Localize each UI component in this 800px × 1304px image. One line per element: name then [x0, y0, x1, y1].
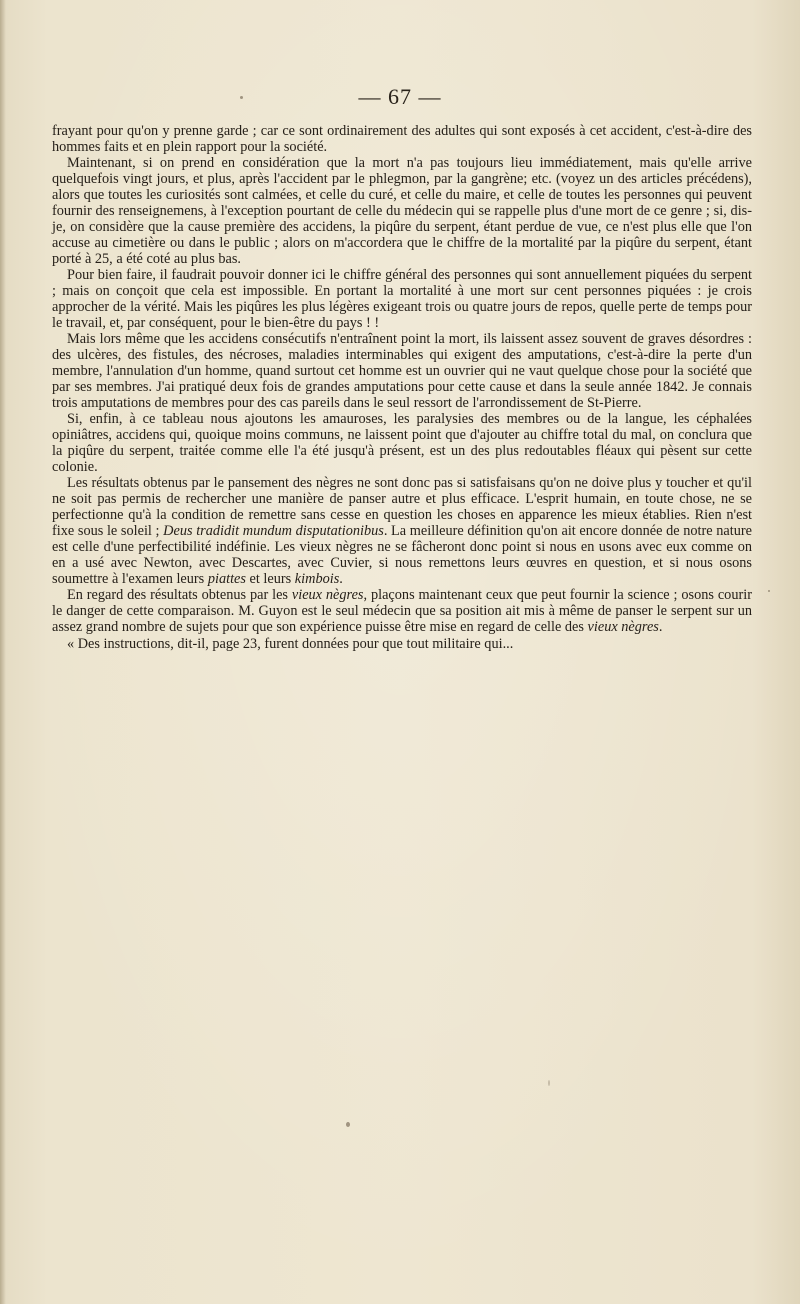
italic-term: kimbois: [294, 570, 340, 587]
paragraph-results-negres: [52, 476, 752, 587]
body-text: [52, 124, 752, 652]
paper-speck: [768, 590, 770, 592]
paragraph-science-comparison: [52, 588, 752, 636]
paragraph-consecutive-accidents: Mais lors même que les accidens consécutifs n'entraînent point la mort, ils laissent assez souvent de graves désordres : des ulcères, des fistules, des nécroses, maladies interminables qui exigent des amputations, c'est-à-dire la perte d'un membre, l'annulation d'un homme, quand surtout cet homme est un ouvrier qui ne vaut quelque chose pour la société que par ses membres. J'ai pratiqué deux fois de grandes amputations pour cette cause et dans la seule année 1842. Je connais trois amputations de membres pour des cas pareils dans le seul ressort de l'arrondissement de St-Pierre.: [52, 331, 752, 411]
paper-speck: [548, 1080, 550, 1086]
paragraph-text: , plaçons maintenant ceux que peut fournir la science ; osons courir le danger de cette comparaison. M. Guyon est le seul médecin que sa position ait mis à même de panser le serpent sur un assez grand nombre de sujets pour que son expérience puisse être mise en regard de celle des: [52, 587, 752, 636]
paragraph-quote-instructions: « Des instructions, dit-il, page 23, furent données pour que tout militaire qui...: [67, 635, 514, 652]
paragraph-text: .: [339, 570, 343, 587]
paper-speck: [240, 96, 243, 99]
paragraph-mortality-delay: Maintenant, si on prend en considération que la mort n'a pas toujours lieu immédiatement, mais qu'elle arrive quelquefois vingt jours, et plus, après l'accident par le phlegmon, par la gangrène; etc. (voyez un des articles précédens), alors que toutes les curiosités sont calmées, et celle du curé, et celle du maire, et celle de toutes les personnes qui peuvent fournir des renseignemens, à l'exception pourtant de celle du médecin qui se rappelle plus d'une mort de ce genre ; si, dis-je, on considère que la cause première des accidens, la piqûre du serpent, étant perdue de vue, ce n'est plus elle que l'on accuse au cimetière ou dans le public ; alors on m'accordera que le chiffre de la mortalité par la piqûre du serpent, étant porté à 25, a été coté au plus bas.: [52, 155, 752, 267]
italic-term: vieux nègres: [291, 587, 364, 604]
paragraph-general-figure: Pour bien faire, il faudrait pouvoir donner ici le chiffre général des personnes qui sont annuellement piquées du serpent ; mais on conçoit que cela est impossible. En portant la mortalité à une mort sur cent personnes piquées : je crois approcher de la vérité. Mais les piqûres les plus légères exigeant trois ou quatre jours de repos, quelle perte de temps pour le travail, et, par conséquent, pour le bien-être du pays ! !: [52, 267, 752, 331]
paragraph-text: et leurs: [245, 570, 295, 587]
paragraph-text: Les résultats obtenus par le pansement des nègres ne sont donc pas si satisfaisans qu'on ne doive plus y toucher et qu'il ne soit pas permis de rechercher une manière de panser autre et plus efficace. L'esprit humain, en toute chose, ne se perfectionne qu'à la condition de remettre sans cesse en question les choses en apparence les mieux établies. Rien n'est fixe sous le soleil ;: [52, 475, 752, 540]
page-left-edge: [0, 0, 6, 1304]
paragraph-text: En regard des résultats obtenus par les: [67, 587, 292, 604]
paragraph-continued: frayant pour qu'on y prenne garde ; car ce sont ordinairement des adultes qui sont exposés à cet accident, c'est-à-dire des hommes faits et en plein rapport pour la société.: [52, 123, 752, 155]
paragraph-text: . La meilleure définition qu'on ait encore donnée de notre nature est celle d'une perfectibilité indéfinie. Les vieux nègres ne se fâcheront donc point si nous en usons avec eux comme on en a usé avec Newton, avec Descartes, avec Cuvier, si nous remettons leurs œuvres en question, et si nous osons soumettre à l'examen leurs: [52, 523, 752, 587]
paragraph-text: .: [658, 619, 663, 636]
italic-term: vieux nègres: [587, 619, 659, 636]
paper-speck: [346, 1122, 350, 1127]
paragraph-amauroses: Si, enfin, à ce tableau nous ajoutons les amauroses, les paralysies des membres ou de la langue, les céphalées opiniâtres, accidens qui, quoique moins communs, ne laissent point que d'ajouter au chiffre total du mal, on conclura que la piqûre du serpent, traitée comme elle l'a été jusqu'à présent, est un des plus redoutables fléaux qui pèsent sur cette colonie.: [52, 411, 752, 476]
italic-term: piattes: [207, 570, 246, 587]
latin-quote: Deus tradidit mundum disputationibus: [163, 523, 384, 540]
page-number: — 67 —: [358, 84, 442, 109]
